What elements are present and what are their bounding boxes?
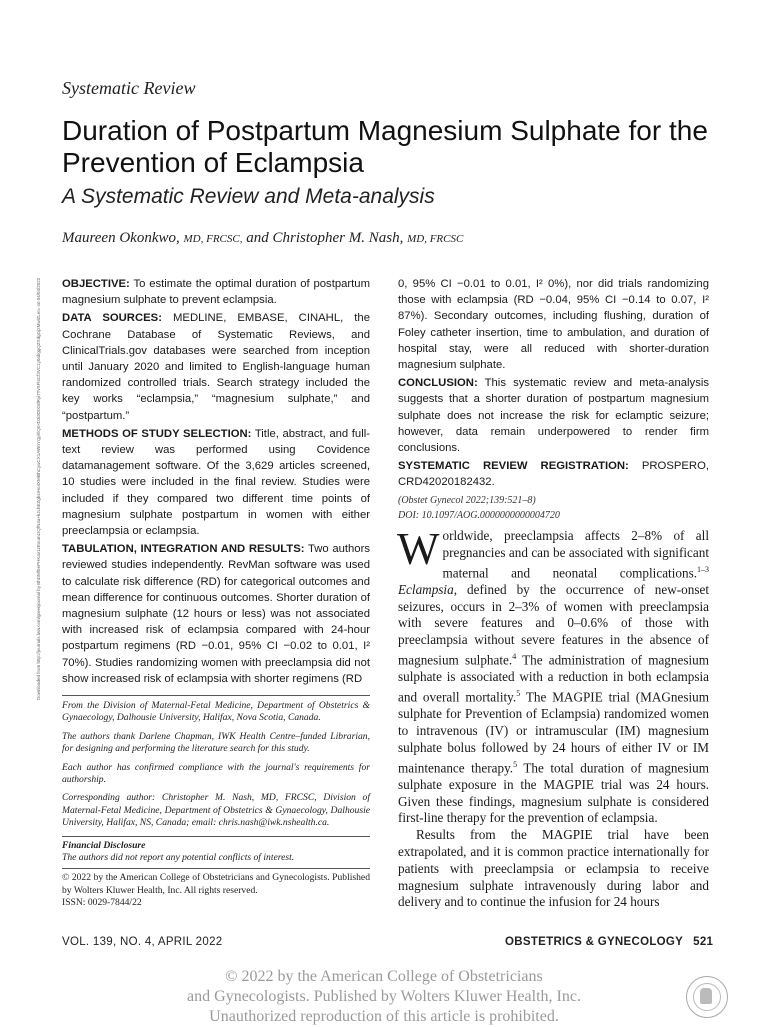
body-text-run: orldwide, preeclampsia affects 2–8% of all pregnancies and can be associated with significant maternal and neonatal complications. xyxy=(442,528,709,580)
disclosure-label: Financial Disclosure xyxy=(62,839,146,851)
copyright-watermark xyxy=(0,967,768,1027)
page-number: 521 xyxy=(693,936,714,948)
section-text: PROSPERO, CRD42020182432. xyxy=(398,460,710,489)
author-name: Maureen Okonkwo, xyxy=(62,230,180,246)
section-text: To estimate the optimal duration of postpartum magnesium sulphate to prevent eclampsia. xyxy=(62,278,370,307)
footnote-acknowledgment: The authors thank Darlene Chapman, IWK Health Centre–funded Librarian, for designing and performing the literature search for this study. xyxy=(62,730,370,755)
abstract-registration xyxy=(398,458,709,490)
section-label: OBJECTIVE: xyxy=(62,278,130,290)
article-type-label: Systematic Review xyxy=(62,78,196,98)
section-label: DATA SOURCES: xyxy=(62,312,162,325)
abstract-conclusion xyxy=(398,375,709,456)
body-text-run: Eclampsia xyxy=(398,581,454,597)
author-line xyxy=(62,230,463,247)
financial-disclosure xyxy=(62,836,370,865)
download-notice-text: Downloaded from http://journals.lww.com/greenjournal by BhDMf5ePHKav1zEoum1tQfN4a+kJLhEZgbsIHo4XMi0hCywCX1AWnYQp/IlQrHD3i3D0OdRyi7TvSFl4Cf3VC1y0abggQZXdgGj2MwlZLeI= on 04/04/2022 xyxy=(36,277,41,700)
disclosure-text: The authors did not report any potential conflicts of interest. xyxy=(62,852,295,864)
author-credentials: MD, FRCSC, xyxy=(183,233,243,245)
body-text-run: The administration of magnesium sulphate is associated with a reduction in both eclampsia and overall mortality. xyxy=(398,652,709,705)
section-text: This systematic review and meta-analysis suggests that a shorter duration of postpartum magnesium sulphate does not increase the risk for eclamptic seizure; however, data remain underpowered to render firm conclusions. xyxy=(398,377,709,455)
section-text: Title, abstract, and full-text review was performed using Covidence datamanagement software. Of the 3,629 articles screened, 10 studies were included in the final review. Studies were included if they compared two different time points of magnesium sulphate postpartum in women with either preeclampsia or eclampsia. xyxy=(62,427,370,538)
reference-marker: 5 xyxy=(513,759,518,769)
section-label: TABULATION, INTEGRATION AND RESULTS: xyxy=(62,543,305,556)
doi: DOI: 10.1097/AOG.0000000000004720 xyxy=(398,509,560,521)
copyright-block xyxy=(62,868,370,909)
abstract-objective xyxy=(62,276,370,308)
watermark-line: Unauthorized reproduction of this article is prohibited. xyxy=(209,1008,559,1025)
reference-marker: 5 xyxy=(516,688,521,698)
abstract-data-sources xyxy=(62,310,370,423)
journal-citation: (Obstet Gynecol 2022;139:521–8) xyxy=(398,494,536,506)
download-notice xyxy=(36,277,48,700)
author-name: and Christopher M. Nash, xyxy=(242,230,404,246)
section-label: CONCLUSION: xyxy=(398,377,478,390)
watermark-line: © 2022 by the American College of Obstetricians xyxy=(225,968,543,985)
reference-marker: 1–3 xyxy=(697,564,709,574)
abstract-tabulation xyxy=(62,541,370,687)
footnote-divider xyxy=(62,695,370,696)
body-text-run: The MAGPIE trial (MAGnesium sulphate for Prevention of Eclampsia) randomized women to intravenous (IV) or intramuscular (IM) magnesium sulphate bolus followed by 24 hours of either IV or IM maintenance therapy. xyxy=(398,689,709,775)
footnote-corresponding-author: Corresponding author: Christopher M. Nash, MD, FRCSC, Division of Maternal-Fetal Medicine, Department of Obstetrics & Gynaecology, Dalhousie University, Halifax, NS, Canada; email: chris.nash@iwk.nshealth.ca. xyxy=(62,792,370,829)
body-text-run: The total duration of magnesium sulphate exposure in the MAGPIE trial was 24 hours. Given these findings, magnesium sulphate is considered first-line therapy for the prevention of eclampsia. xyxy=(398,759,709,826)
copyright-notice: © 2022 by the American College of Obstetricians and Gynecologists. Published by Wolters Kluwer Health, Inc. All rights reserved. xyxy=(62,872,370,896)
article-subtitle: A Systematic Review and Meta-analysis xyxy=(62,185,435,208)
section-label: METHODS OF STUDY SELECTION: xyxy=(62,427,252,440)
footnotes xyxy=(62,700,370,910)
author-credentials: MD, FRCSC xyxy=(407,233,464,245)
body-paragraph: Results from the MAGPIE trial have been extrapolated, and it is common practice internationally for patients with preeclampsia or eclampsia to receive magnesium sulphate intravenously during labor and delivery and to continue the infusion for 24 hours xyxy=(398,827,709,910)
abstract-tabulation-continued: 0, 95% CI −0.01 to 0.01, I² 0%), nor did trials randomizing those with eclampsia (RD −0.04, 95% CI −0.14 to 0.07, I² 87%). Secondary outcomes, including flushing, duration of Foley catheter insertion, time to ambulation, and duration of hospital stay, were all reduced with shorter-duration magnesium sulphate. xyxy=(398,278,709,372)
body-text-run: , defined by the occurrence of new-onset seizures, occurs in 2–3% of women with preeclampsia with severe features and 0–0.6% of those with preeclampsia without severe features in the absence of magnesium sulphate. xyxy=(398,581,709,668)
section-text: Two authors reviewed studies independently. RevMan software was used to calculate risk difference (RD) for categorical outcomes and mean difference for continuous outcomes. Shorter duration of magnesium sulphate (12 hours or less) was not associated with increased risk of eclampsia compared with 24-hour postpartum regimens (RD −0.01, 95% CI −0.02 to 0.01, I² 70%). Studies randomizing women with preeclampsia did not show increased risk of eclampsia with shorter regimens (RD xyxy=(62,543,370,685)
journal-name: OBSTETRICS & GYNECOLOGY xyxy=(505,936,684,948)
section-label: SYSTEMATIC REVIEW REGISTRATION: xyxy=(398,460,629,473)
abstract-methods xyxy=(62,426,370,539)
drop-cap: W xyxy=(397,524,440,574)
publisher-seal-icon xyxy=(686,976,728,1018)
reference-marker: 4 xyxy=(512,651,517,661)
citation-block xyxy=(398,493,709,523)
abstract-left-column xyxy=(62,276,370,689)
abstract-right-column xyxy=(398,276,709,523)
watermark-line: and Gynecologists. Published by Wolters Kluwer Health, Inc. xyxy=(187,988,581,1005)
footnote-compliance: Each author has confirmed compliance with the journal's requirements for authorship. xyxy=(62,761,370,786)
section-text: MEDLINE, EMBASE, CINAHL, the Cochrane Database of Systematic Reviews, and ClinicalTrials.gov databases were searched from inception until January 2020 and limited to English-language human randomized controlled trials. Search strategy included the key works “eclampsia,” “magnesium sulphate,” and “postpartum.” xyxy=(62,312,370,422)
issue-info: VOL. 139, NO. 4, APRIL 2022 xyxy=(62,936,223,948)
body-text xyxy=(397,524,709,911)
body-paragraph xyxy=(397,524,709,827)
footnote-affiliation: From the Division of Maternal-Fetal Medicine, Department of Obstetrics & Gynaecology, Dalhousie University, Halifax, Nova Scotia, Canada. xyxy=(62,700,370,724)
article-title: Duration of Postpartum Magnesium Sulphate for the Prevention of Eclampsia xyxy=(62,115,708,178)
issn: ISSN: 0029-7844/22 xyxy=(62,897,142,909)
journal-footer xyxy=(505,936,713,948)
